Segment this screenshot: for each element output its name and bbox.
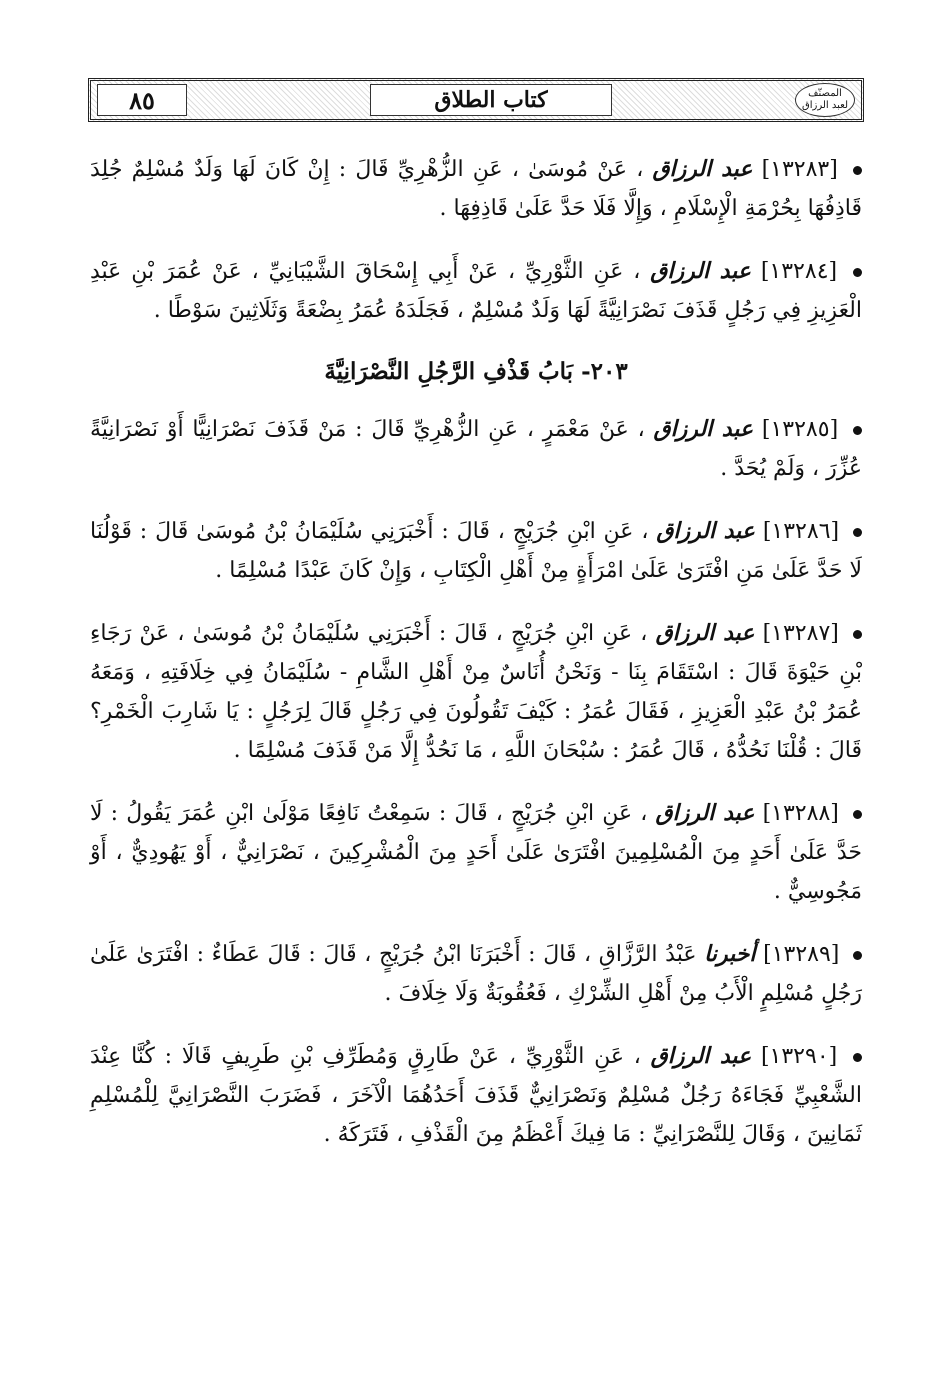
hadith-13289 — [90, 935, 862, 1013]
hadith-number: [١٣٢٨٨] — [762, 801, 839, 826]
hadith-13287 — [90, 614, 862, 770]
narrator: عبد الرزاق — [653, 416, 754, 442]
hadith-text: عَبْدُ الرَّزَّاقِ ، قَالَ : أَخْبَرَنَا ابْنُ جُرَيْجٍ ، قَالَ : قَالَ عَطَاءٌ : افْتَرَىٰ عَلَىٰ رَجُلٍ مُسْلِمٍ الْأَبُ مِنْ أَهْلِ الشِّرْكِ ، فَعُقُوبَةٌ وَلَا خِلَافَ . — [90, 942, 862, 1006]
hadith-text: ، عَنِ ابْنِ جُرَيْجٍ ، قَالَ : أَخْبَرَنِي سُلَيْمَانُ بْنُ مُوسَىٰ قَالَ : قَوْلُنَا لَا حَدَّ عَلَىٰ مَنِ افْتَرَىٰ عَلَىٰ امْرَأَةٍ مِنْ أَهْلِ الْكِتَابِ ، وَإِنْ كَانَ عَبْدًا مُسْلِمًا . — [90, 519, 862, 583]
hadith-text: ، عَنِ الثَّوْرِيِّ ، عَنْ أَبِي إِسْحَاقَ الشَّيْبَانِيِّ ، عَنْ عُمَرَ بْنِ عَبْدِ الْعَزِيزِ فِي رَجُلٍ قَذَفَ نَصْرَانِيَّةً لَهَا وَلَدٌ مُسْلِمٌ ، فَجَلَدَهُ عُمَرُ بِضْعَةً وَثَلَاثِينَ سَوْطًا . — [90, 259, 862, 323]
hadith-text: ، عَنِ الثَّوْرِيِّ ، عَنْ طَارِقٍ وَمُطَرِّفِ بْنِ طَرِيفٍ قَالَا : كُنَّا عِنْدَ الشَّعْبِيِّ فَجَاءَهُ رَجُلٌ مُسْلِمٌ وَنَصْرَانِيٌّ قَذَفَ أَحَدُهُمَا الْآخَرَ ، فَضَرَبَ النَّصْرَانِيَّ لِلْمُسْلِمِ ثَمَانِينَ ، وَقَالَ لِلنَّصْرَانِيِّ : مَا فِيكَ أَعْظَمُ مِنَ الْقَذْفِ ، فَتَرَكَهُ . — [90, 1044, 862, 1147]
hadith-text: ، عَنِ ابْنِ جُرَيْجٍ ، قَالَ : أَخْبَرَنِي سُلَيْمَانُ بْنُ مُوسَىٰ ، عَنْ رَجَاءِ بْنِ حَيْوَةَ قَالَ : اسْتَقَامَ بِنَا - وَنَحْنُ أُنَاسٌ مِنْ أَهْلِ الشَّامِ - سُلَيْمَانُ فِي خِلَافَتِهِ ، وَمَعَهُ عُمَرُ بْنُ عَبْدِ الْعَزِيزِ ، فَقَالَ عُمَرُ : كَيْفَ تَقُولُونَ فِي رَجُلٍ قَالَ لِرَجُلٍ : يَا شَارِبَ الْخَمْرِ؟ قَالَ : قُلْنَا نَحُدُّهُ ، قَالَ عُمَرُ : سُبْحَانَ اللَّهِ ، مَا نَحُدُّ إِلَّا مَنْ قَذَفَ مُسْلِمًا . — [90, 621, 862, 763]
bullet-icon — [853, 166, 862, 175]
book-logo — [795, 83, 855, 117]
narrator: أخبرنا — [704, 941, 756, 967]
bullet-icon — [853, 810, 862, 819]
narrator: عبد الرزاق — [655, 620, 755, 646]
page-header — [88, 78, 864, 122]
bullet-icon — [853, 268, 862, 277]
page-number: ٨٥ — [97, 84, 187, 116]
narrator: عبد الرزاق — [652, 156, 753, 182]
narrator: عبد الرزاق — [650, 258, 751, 284]
logo-line1: المصنّف — [808, 88, 842, 99]
hadith-number: [١٣٢٨٤] — [760, 259, 838, 284]
narrator: عبد الرزاق — [655, 800, 755, 826]
hadith-number: [١٣٢٨٩] — [763, 942, 840, 967]
narrator: عبد الرزاق — [656, 518, 755, 544]
logo-line2: لعبد الرزاق — [801, 100, 849, 111]
narrator: عبد الرزاق — [650, 1043, 752, 1069]
hadith-13285 — [90, 410, 862, 488]
chapter-heading: ٢٠٣- بَابُ قَذْفِ الرَّجُلِ النَّصْرَانِيَّةَ — [324, 358, 628, 385]
hadith-number: [١٣٢٨٦] — [762, 519, 840, 544]
bullet-icon — [853, 1053, 862, 1062]
hadith-13284 — [90, 252, 862, 330]
hadith-13290 — [90, 1037, 862, 1154]
hadith-number: [١٣٢٨٣] — [761, 157, 838, 182]
hadith-text: ، عَنْ مُوسَىٰ ، عَنِ الزُّهْرِيِّ قَالَ : إِنْ كَانَ لَهَا وَلَدٌ مُسْلِمٌ جُلِدَ قَاذِفُهَا بِحُرْمَةِ الْإِسْلَامِ ، وَإِلَّا فَلَا حَدَّ عَلَىٰ قَاذِفِهَا . — [90, 157, 862, 221]
hadith-13288 — [90, 794, 862, 911]
page-content — [90, 150, 862, 1178]
hadith-number: [١٣٢٩٠] — [760, 1044, 838, 1069]
hadith-13283 — [90, 150, 862, 228]
bullet-icon — [853, 528, 862, 537]
book-title: كتاب الطلاق — [370, 84, 612, 116]
hadith-text: ، عَنْ مَعْمَرٍ ، عَنِ الزُّهْرِيِّ قَالَ : مَنْ قَذَفَ نَصْرَانِيًّا أَوْ نَصْرَانِيَّةً عُزِّرَ ، وَلَمْ يُحَدَّ . — [90, 417, 862, 481]
hadith-number: [١٣٢٨٥] — [761, 417, 839, 442]
hadith-13286 — [90, 512, 862, 590]
hadith-text: ، عَنِ ابْنِ جُرَيْجٍ ، قَالَ : سَمِعْتُ نَافِعًا مَوْلَىٰ ابْنِ عُمَرَ يَقُولُ : لَا حَدَّ عَلَىٰ أَحَدٍ مِنَ الْمُسْلِمِينَ افْتَرَىٰ عَلَىٰ أَحَدٍ مِنَ الْمُشْرِكِينَ ، نَصْرَانِيٌّ ، أَوْ يَهُودِيٌّ ، أَوْ مَجُوسِيٌّ . — [90, 801, 862, 904]
bullet-icon — [853, 951, 862, 960]
bullet-icon — [853, 426, 862, 435]
hadith-number: [١٣٢٨٧] — [762, 621, 839, 646]
bullet-icon — [853, 630, 862, 639]
